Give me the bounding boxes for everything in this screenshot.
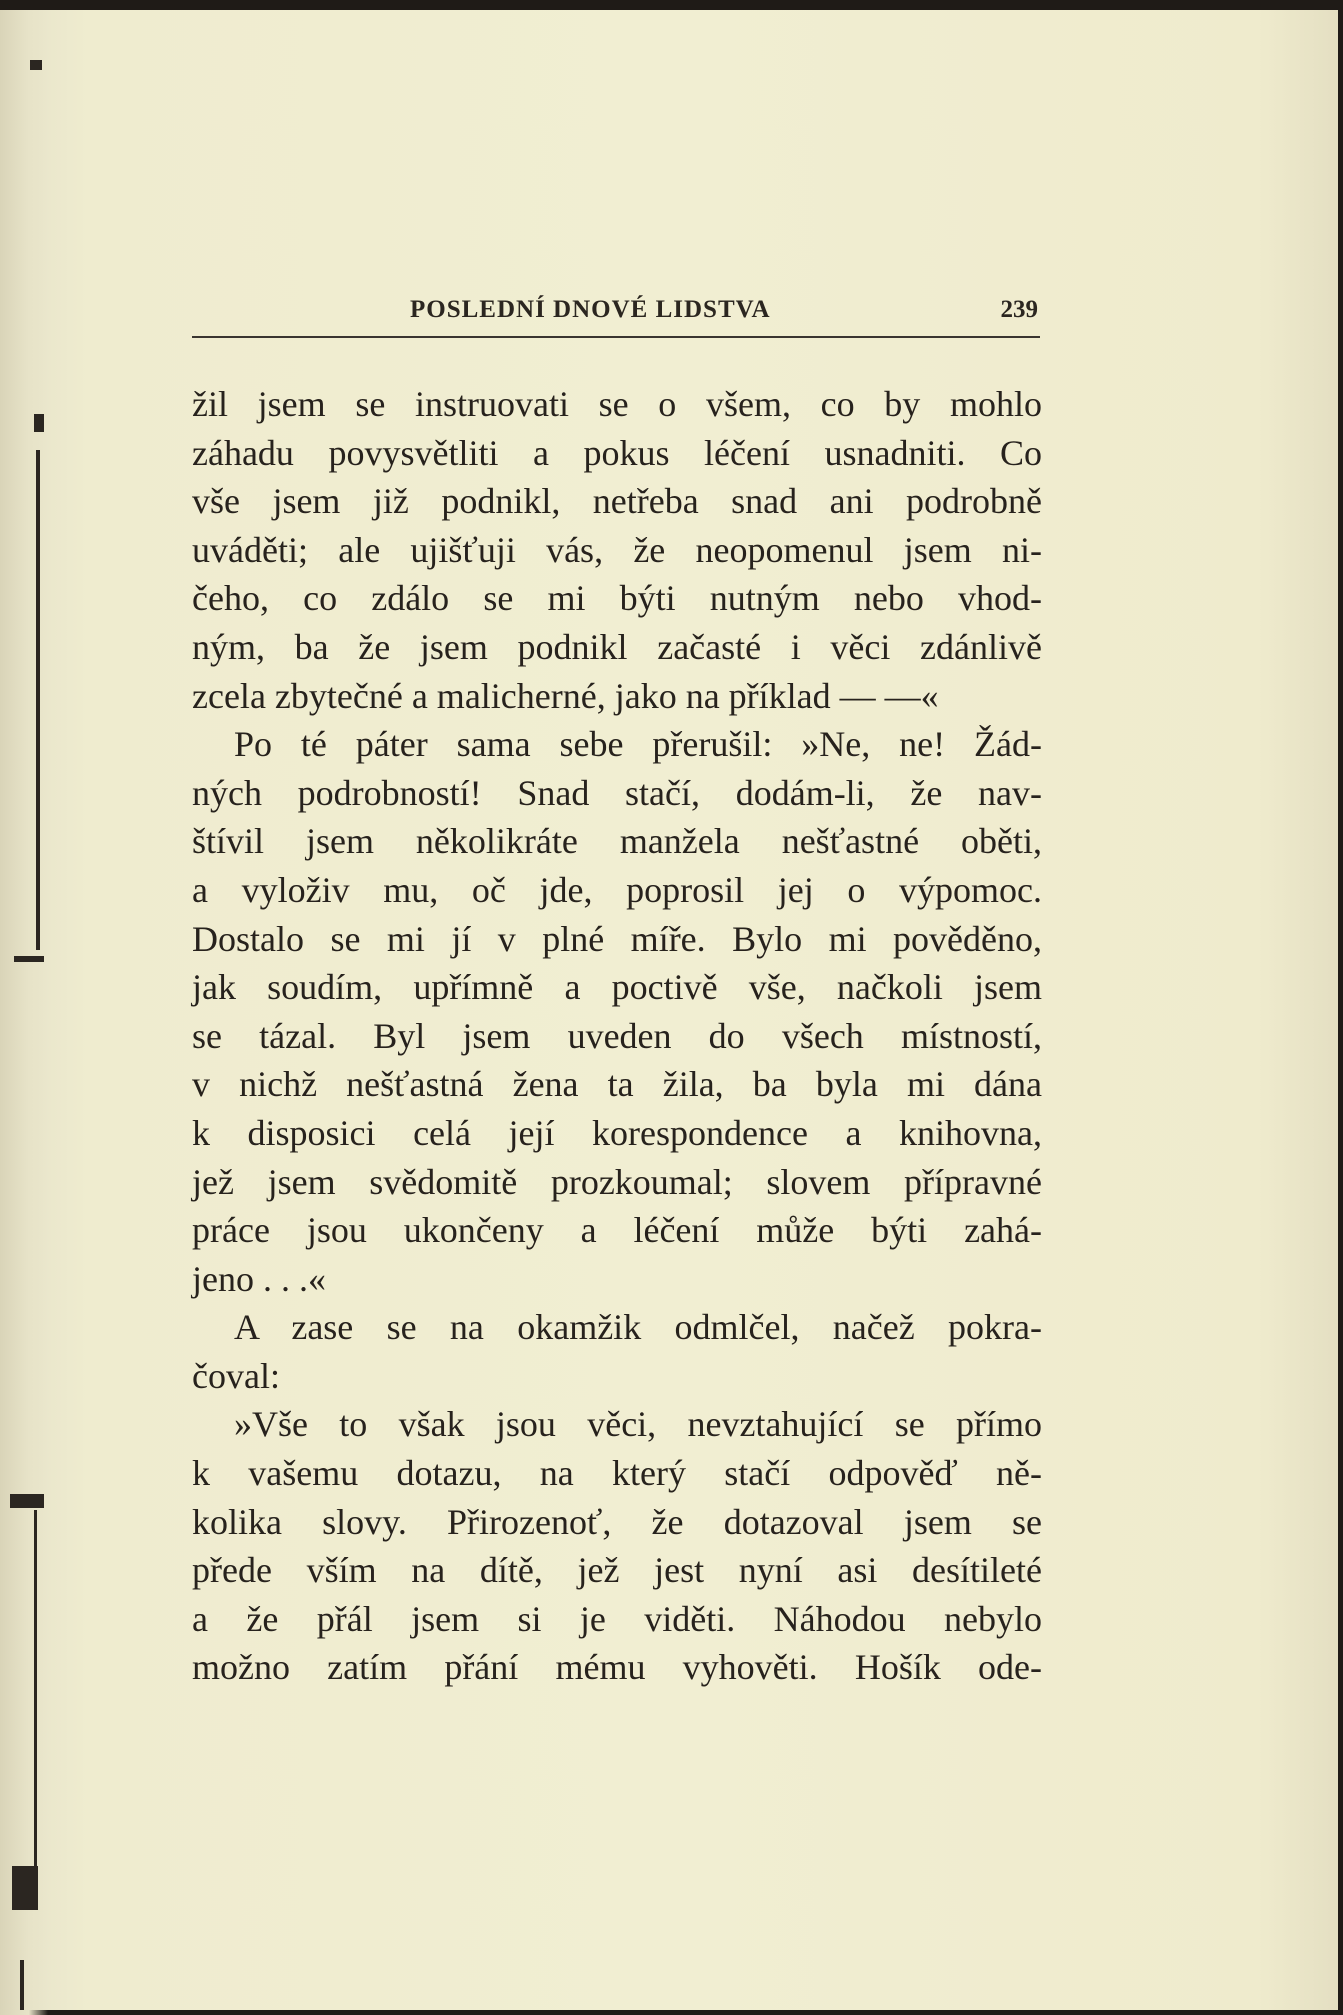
text-line: vše jsem již podnikl, netřeba snad ani podrobně bbox=[192, 481, 1042, 522]
text-line: jak soudím, upřímně a poctivě vše, načkoli jsem bbox=[192, 967, 1042, 1008]
text-line: a vyloživ mu, oč jde, poprosil jej o výpomoc. bbox=[192, 869, 1042, 910]
running-title: POSLEDNÍ DNOVÉ LIDSTVA bbox=[410, 296, 771, 323]
text-line: ným, ba že jsem podnikl začasté i věci zdánlivě bbox=[192, 626, 1042, 667]
text-line: Po té páter sama sebe přerušil: »Ne, ne! Žád- bbox=[234, 724, 1042, 765]
text-line: a že přál jsem si je viděti. Náhodou nebylo bbox=[192, 1598, 1042, 1639]
page-number: 239 bbox=[1000, 296, 1038, 323]
text-line: se tázal. Byl jsem uveden do všech místností, bbox=[192, 1015, 1042, 1056]
text-line: A zase se na okamžik odmlčel, načež pokra- bbox=[234, 1307, 1042, 1348]
margin-mark bbox=[20, 1960, 24, 2010]
margin-mark bbox=[12, 1866, 38, 1910]
margin-mark bbox=[10, 1494, 44, 1508]
text-line: uváděti; ale ujišťuji vás, že neopomenul jsem ni- bbox=[192, 529, 1042, 570]
text-line: jež jsem svědomitě prozkoumal; slovem přípravné bbox=[192, 1161, 1042, 1202]
text-line: žil jsem se instruovati se o všem, co by mohlo bbox=[192, 384, 1042, 424]
text-line: zcela zbytečné a malicherné, jako na příklad — —« bbox=[192, 675, 939, 716]
body-text bbox=[192, 380, 1042, 1692]
text-line: štívil jsem několikráte manžela nešťastné oběti, bbox=[192, 821, 1042, 862]
text-line: ných podrobností! Snad stačí, dodám-li, že nav- bbox=[192, 772, 1042, 813]
text-line: záhadu povysvětliti a pokus léčení usnadniti. Co bbox=[192, 432, 1042, 473]
margin-mark bbox=[34, 414, 44, 432]
running-header bbox=[192, 296, 1042, 340]
margin-mark bbox=[14, 956, 44, 962]
text-line: k disposici celá její korespondence a knihovna, bbox=[192, 1112, 1042, 1153]
page-binding-edge bbox=[0, 10, 48, 2015]
text-line: čeho, co zdálo se mi býti nutným nebo vhod- bbox=[192, 578, 1042, 619]
margin-mark bbox=[34, 1510, 37, 1870]
text-line: Dostalo se mi jí v plné míře. Bylo mi pověděno, bbox=[192, 918, 1042, 959]
text-line: v nichž nešťastná žena ta žila, ba byla mi dána bbox=[192, 1064, 1042, 1105]
header-rule bbox=[192, 336, 1040, 338]
text-line: práce jsou ukončeny a léčení může býti zahá- bbox=[192, 1210, 1042, 1251]
margin-mark bbox=[30, 60, 42, 70]
text-line: kolika slovy. Přirozenoť, že dotazoval jsem se bbox=[192, 1501, 1042, 1542]
text-line: jeno . . .« bbox=[192, 1258, 326, 1299]
text-line: čoval: bbox=[192, 1355, 280, 1396]
text-line: k vašemu dotazu, na který stačí odpověď ně- bbox=[192, 1453, 1042, 1494]
text-line: možno zatím přání mému vyhověti. Hošík ode- bbox=[192, 1647, 1042, 1688]
text-line: »Vše to však jsou věci, nevztahující se přímo bbox=[234, 1404, 1042, 1445]
margin-mark bbox=[36, 450, 40, 950]
text-line: přede vším na dítě, jež jest nyní asi desítileté bbox=[192, 1550, 1042, 1591]
